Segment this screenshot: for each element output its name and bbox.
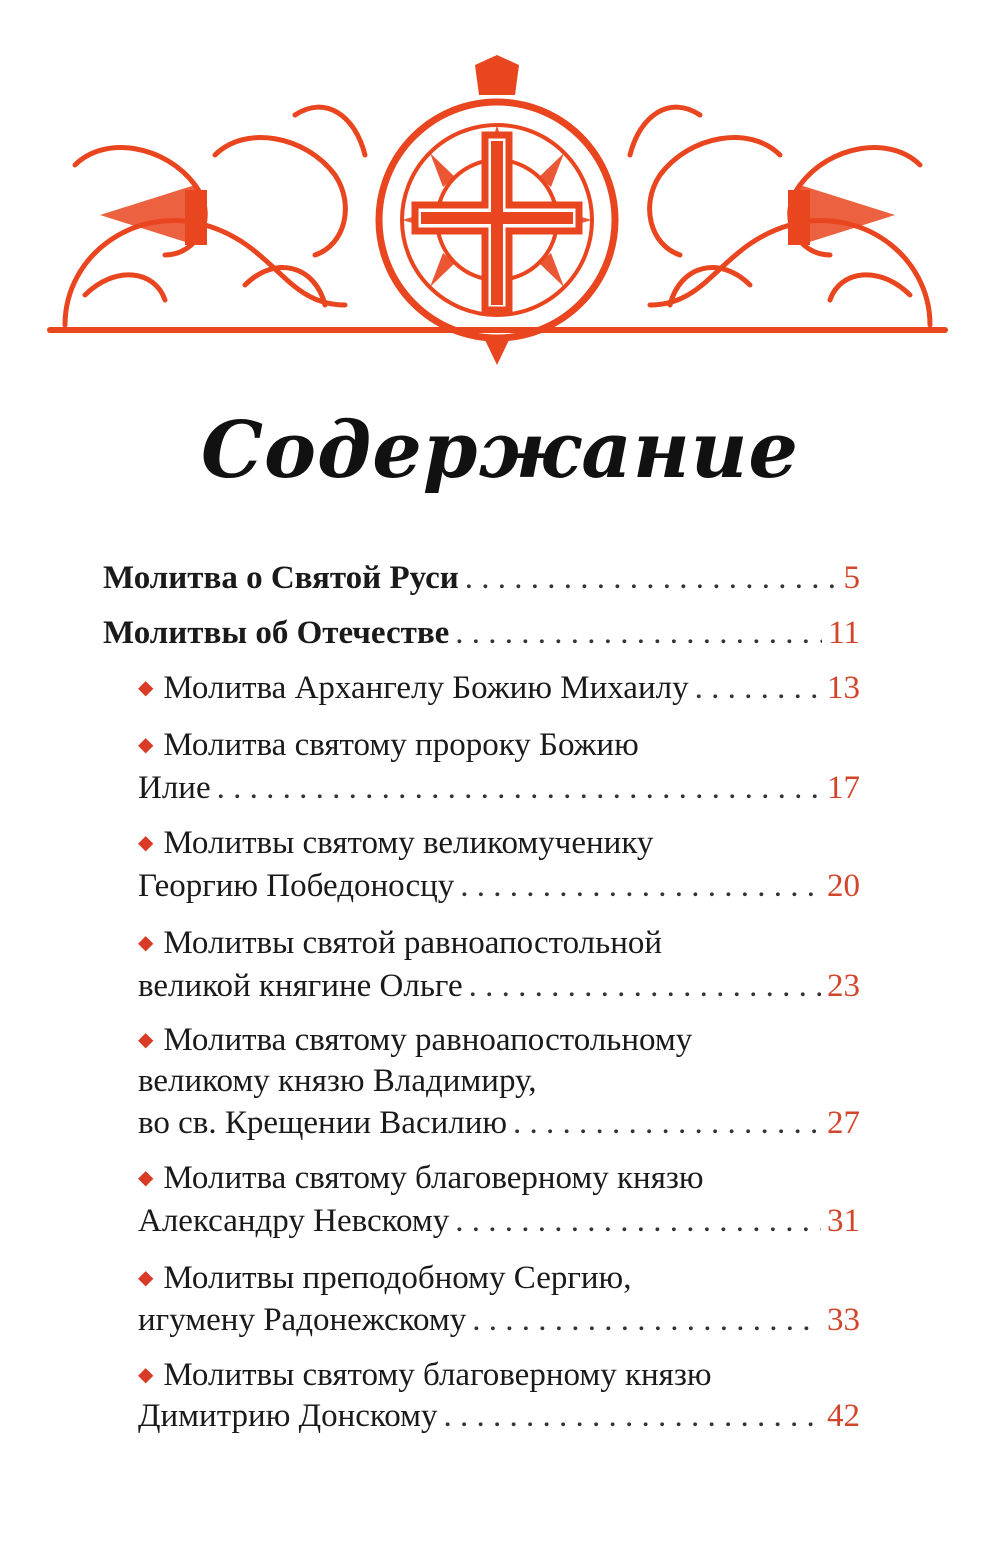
- toc-page-number: 27: [827, 1105, 860, 1141]
- toc-page-number: 13: [827, 670, 860, 706]
- toc-entry-line: Димитрию Донскому: [138, 1398, 438, 1434]
- toc-entry-line: Илие: [138, 770, 211, 806]
- diamond-bullet-icon: ◆: [138, 832, 154, 854]
- diamond-bullet-icon: ◆: [138, 1167, 154, 1189]
- dot-leader: [217, 770, 821, 807]
- toc-entry-line: Молитвы святому благоверному князю: [163, 1357, 712, 1393]
- toc-entry-line: Георгию Победоносцу: [138, 868, 455, 904]
- dot-leader: [695, 670, 821, 707]
- dot-leader: [460, 868, 821, 905]
- toc-entry-line: великому князю Владимиру,: [138, 1063, 537, 1099]
- diamond-bullet-icon: ◆: [138, 932, 154, 954]
- toc-page-number: 20: [827, 868, 860, 904]
- dot-leader: [472, 1302, 821, 1339]
- diamond-bullet-icon: ◆: [138, 1364, 154, 1386]
- dot-leader: [444, 1398, 821, 1435]
- toc-entry-line: Молитвы святой равноапостольной: [163, 925, 663, 961]
- toc-entry-line: Александру Невскому: [138, 1203, 450, 1239]
- toc-entry-line: Молитва святому пророку Божию: [163, 727, 639, 763]
- toc-page-number: 5: [843, 560, 860, 596]
- toc-entry-line: игумену Радонежскому: [138, 1302, 467, 1338]
- toc-page-number: 31: [827, 1203, 860, 1239]
- toc-entry-line: во св. Крещении Василию: [138, 1105, 508, 1141]
- toc-entry-line: Молитва святому благоверному князю: [163, 1160, 704, 1196]
- toc-entry-line: великой княгине Ольге: [138, 968, 463, 1004]
- toc-page-number: 33: [827, 1302, 860, 1338]
- toc-entry-line: Молитвы святому великомученику: [163, 825, 654, 861]
- toc-page-number: 17: [827, 770, 860, 806]
- toc-entry-title: Молитва о Святой Руси: [103, 560, 459, 596]
- diamond-bullet-icon: ◆: [138, 1029, 154, 1051]
- toc-entry-line: Молитвы преподобному Сергию,: [163, 1260, 632, 1296]
- toc-entry-line: Молитва святому равноапостольному: [163, 1022, 693, 1058]
- dot-leader: [455, 615, 822, 652]
- dot-leader: [455, 1203, 821, 1240]
- toc-entry-line: Молитва Архангелу Божию Михаилу: [163, 670, 689, 706]
- dot-leader: [513, 1105, 821, 1142]
- toc-page-number: 11: [828, 615, 860, 651]
- toc-entry-title: Молитвы об Отечестве: [103, 615, 450, 651]
- diamond-bullet-icon: ◆: [138, 677, 154, 699]
- page-title: Содержание: [200, 405, 800, 496]
- diamond-bullet-icon: ◆: [138, 734, 154, 756]
- dot-leader: [465, 560, 838, 597]
- toc-page-number: 42: [827, 1398, 860, 1434]
- diamond-bullet-icon: ◆: [138, 1267, 154, 1289]
- toc-page-number: 23: [827, 968, 860, 1004]
- dot-leader: [469, 968, 821, 1005]
